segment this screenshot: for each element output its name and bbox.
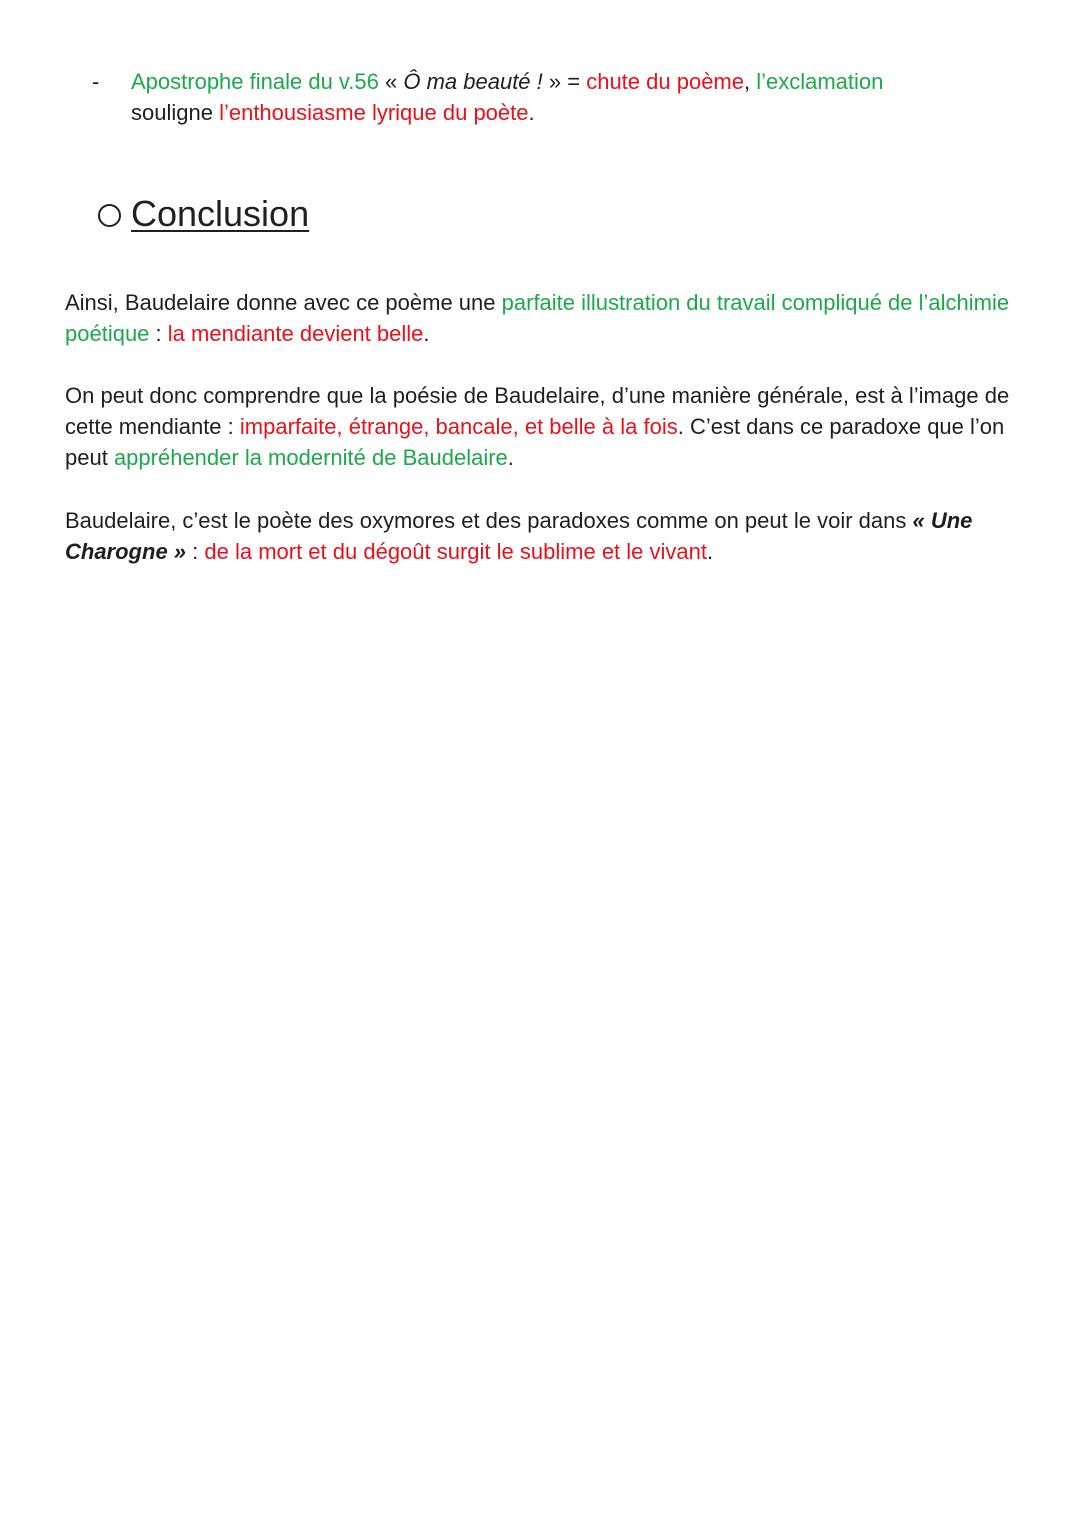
text-segment: : [149,321,168,346]
text-segment: On peut donc comprendre que la poésie de Baudelaire, d’une manière générale, est à l’image de cette mendiante : [65,383,1010,439]
bullet-dash: - [92,69,100,94]
text-segment: » = [548,69,587,94]
conclusion-paragraph-1 [65,287,1025,349]
text-segment: Baudelaire, c’est le poète des oxymores et des paradoxes comme on peut le voir dans [65,508,913,533]
text-segment: . [528,100,535,125]
text-segment: appréhender la modernité de Baudelaire [113,445,508,470]
text-segment: la mendiante devient belle [167,321,424,346]
circle-bullet-icon [98,204,121,227]
conclusion-paragraph-2 [65,380,1025,473]
work-title: « Une Charogne » [65,508,973,564]
text-segment: souligne [131,100,220,125]
text-segment: « [385,69,404,94]
text-segment: Ô ma beauté ! [403,69,549,94]
bullet-item [92,66,992,128]
text-segment: parfaite illustration du travail compliqué de l’alchimie poétique [65,290,1010,346]
text-segment: l’exclamation [756,69,884,94]
text-segment: imparfaite, étrange, bancale, et belle à la fois [239,414,678,439]
text-segment: : [186,539,205,564]
text-segment: . [507,445,514,470]
text-segment: Apostrophe finale du v.56 [131,69,385,94]
section-title: Conclusion [131,193,310,234]
text-segment: . [423,321,430,346]
text-segment: chute du poème [586,69,744,94]
conclusion-paragraph-3 [65,505,1025,567]
section-heading [98,190,309,238]
text-segment: de la mort et du dégoût surgit le sublime et le vivant [204,539,707,564]
text-segment: , [743,69,757,94]
bullet-text [131,66,992,128]
text-segment: . C’est dans ce paradoxe que l’on peut [65,414,1005,470]
text-segment: . [706,539,714,564]
text-segment: l’enthousiasme lyrique du poète [219,100,529,125]
text-segment: Ainsi, Baudelaire donne avec ce poème une [65,290,502,315]
